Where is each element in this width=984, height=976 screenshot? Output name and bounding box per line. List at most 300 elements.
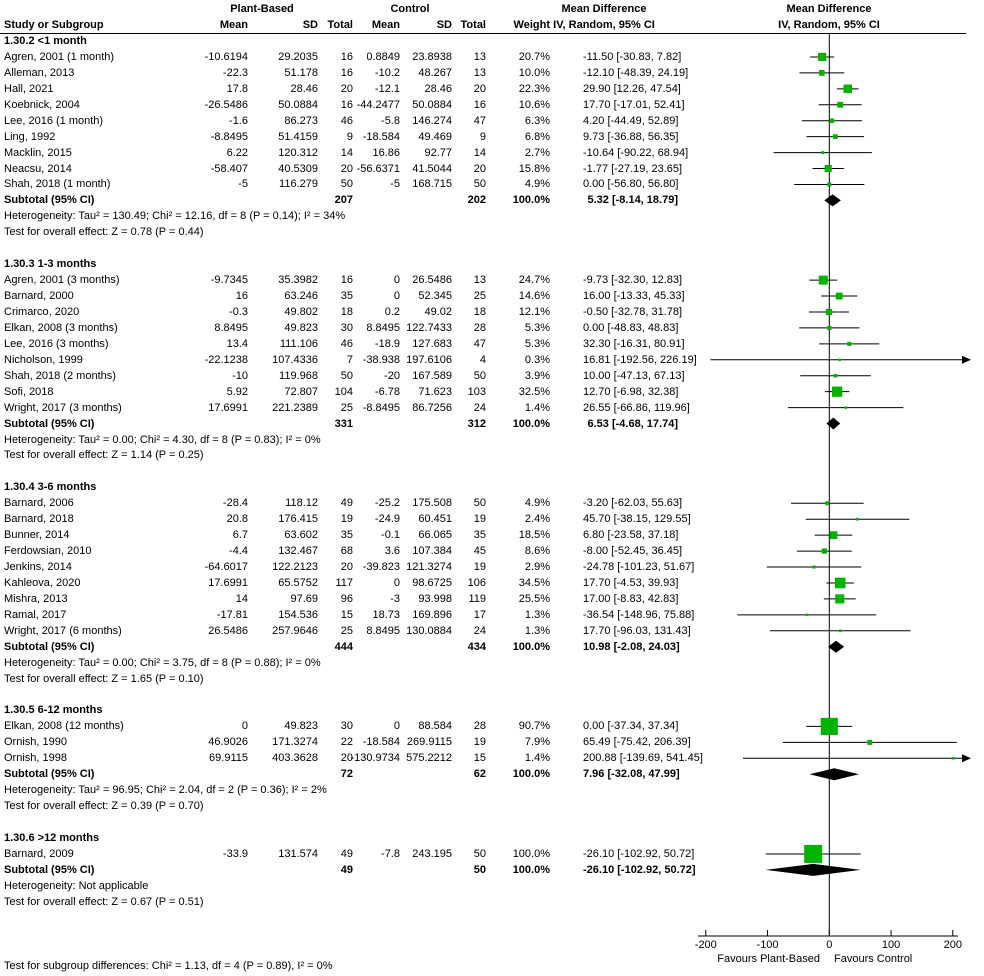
pb-mean-cell: 8.8495 (214, 321, 248, 334)
study-label: Elkan, 2008 (12 months) (4, 720, 124, 733)
ci-text-subtotal-cell: 6.53 [-4.68, 17.74] (587, 417, 678, 430)
ctrl-sd-cell: 66.065 (418, 529, 452, 542)
study-label: Elkan, 2008 (3 months) (4, 321, 118, 334)
ci-text-cell: 0.00 [-48.83, 48.83] (583, 321, 679, 334)
ctrl-total-cell: 14 (473, 146, 486, 159)
weight-cell: 5.3% (524, 337, 550, 350)
ci-text-cell: 45.70 [-38.15, 129.55] (583, 513, 691, 526)
subgroup-differences-text: Test for subgroup differences: Chi² = 1.13, df = 4 (P = 0.89), I² = 0% (4, 960, 333, 972)
ctrl-mean-cell: -0.1 (381, 529, 400, 542)
ctrl-total-cell: 35 (473, 529, 486, 542)
ctrl-total-cell: 4 (479, 353, 486, 366)
pb-total-cell: 30 (340, 720, 353, 733)
pb-sd-cell: 171.3274 (272, 736, 318, 749)
pb-sd-cell: 28.46 (290, 82, 318, 95)
pb-mean-cell: -1.6 (229, 114, 248, 127)
ci-text-cell: 4.20 [-44.49, 52.89] (583, 114, 679, 127)
ctrl-total-cell: 50 (473, 847, 486, 860)
ctrl-sd-cell: 50.0884 (412, 98, 452, 111)
ci-text-subtotal-cell: 7.96 [-32.08, 47.99] (583, 768, 680, 781)
weight-cell: 4.9% (524, 178, 550, 191)
pb-total-cell: 96 (340, 592, 353, 605)
ctrl-sd-cell: 49.02 (424, 305, 452, 318)
column-header-pb-sd: SD (302, 19, 318, 31)
weight-cell: 0.3% (524, 353, 550, 366)
subgroup-title: 1.30.5 6-12 months (4, 704, 103, 717)
ctrl-sd-cell: 167.589 (412, 369, 452, 382)
ctrl-mean-cell: 0 (393, 576, 400, 589)
ctrl-mean-cell: -20 (384, 369, 400, 382)
pb-sd-cell: 63.246 (284, 290, 318, 303)
pb-total-cell: 50 (340, 178, 353, 191)
pb-total-cell: 14 (340, 146, 353, 159)
ci-text-cell: -26.10 [-102.92, 50.72] (583, 847, 695, 860)
study-label: Barnard, 2009 (4, 847, 74, 860)
study-label: Bunner, 2014 (4, 529, 70, 542)
ci-text-subtotal-cell: 10.98 [-2.08, 24.03] (583, 640, 680, 653)
pb-total-cell: 25 (340, 624, 353, 637)
pb-sd-cell: 154.536 (278, 608, 318, 621)
pb-total-cell: 50 (340, 369, 353, 382)
pb-total-subtotal-cell: 72 (340, 768, 353, 781)
pb-sd-cell: 63.602 (284, 529, 318, 542)
pb-mean-cell: 20.8 (226, 513, 248, 526)
ctrl-total-cell: 45 (473, 545, 486, 558)
pb-total-cell: 68 (340, 545, 353, 558)
ci-text-cell: -24.78 [-101.23, 51.67] (583, 561, 695, 574)
favours-left-label: Favours Plant-Based (717, 953, 820, 965)
study-label: Nicholson, 1999 (4, 353, 83, 366)
pb-sd-cell: 86.273 (284, 114, 318, 127)
ctrl-sd-cell: 146.274 (412, 114, 452, 127)
ci-text-cell: 26.55 [-66.86, 119.96] (583, 401, 690, 414)
study-label: Wright, 2017 (6 months) (4, 624, 122, 637)
pb-total-cell: 49 (340, 497, 353, 510)
pb-total-cell: 117 (335, 576, 353, 589)
study-label: Crimarco, 2020 (4, 305, 80, 318)
ci-text-cell: 17.70 [-4.53, 39.93] (583, 576, 679, 589)
pb-total-cell: 9 (346, 130, 353, 143)
group-header-plant-based: Plant-Based (230, 3, 294, 15)
ctrl-total-cell: 13 (473, 50, 486, 63)
pb-sd-cell: 51.4159 (278, 130, 318, 143)
ctrl-mean-cell: -10.2 (374, 66, 400, 79)
ci-text-cell: -3.20 [-62.03, 55.63] (583, 497, 683, 510)
ctrl-mean-cell: -18.584 (362, 130, 400, 143)
study-label: Hall, 2021 (4, 82, 54, 95)
weight-cell: 1.4% (524, 401, 550, 414)
axis-tick-label: 100 (881, 939, 901, 951)
pb-sd-cell: 221.2389 (272, 401, 318, 414)
pb-mean-cell: 69.9115 (209, 752, 248, 765)
pb-sd-cell: 107.4336 (272, 353, 318, 366)
pb-mean-cell: 5.92 (226, 385, 248, 398)
ci-text-cell: -0.50 [-32.78, 31.78] (583, 305, 683, 318)
ctrl-sd-cell: 88.584 (418, 720, 452, 733)
pb-mean-cell: 17.6991 (208, 401, 248, 414)
pb-sd-cell: 72.807 (284, 385, 318, 398)
ctrl-sd-cell: 130.0884 (406, 624, 452, 637)
pb-sd-cell: 111.106 (279, 337, 318, 350)
pb-sd-cell: 120.312 (278, 146, 318, 159)
weight-cell: 18.5% (518, 529, 550, 542)
subtotal-label: Subtotal (95% CI) (4, 640, 95, 653)
study-label: Barnard, 2006 (4, 497, 74, 510)
weight-cell: 25.5% (518, 592, 550, 605)
ci-text-cell: 17.70 [-96.03, 131.43] (583, 624, 691, 637)
pb-sd-cell: 65.5752 (278, 576, 318, 589)
pb-total-cell: 19 (340, 513, 353, 526)
pb-total-cell: 35 (340, 529, 353, 542)
subtotal-label: Subtotal (95% CI) (4, 863, 95, 876)
ci-text-cell: -8.00 [-52.45, 36.45] (583, 545, 683, 558)
pb-sd-cell: 122.2123 (272, 561, 318, 574)
ci-text-cell: 16.81 [-192.56, 226.19] (583, 353, 697, 366)
ctrl-total-cell: 20 (473, 82, 486, 95)
pb-sd-cell: 49.823 (284, 321, 318, 334)
ci-text-cell: 200.88 [-139.69, 541.45] (583, 752, 703, 765)
ctrl-total-subtotal-cell: 434 (467, 640, 486, 653)
pb-mean-cell: -17.81 (216, 608, 248, 621)
ci-text-cell: 0.00 [-56.80, 56.80] (583, 178, 679, 191)
ctrl-total-cell: 18 (473, 305, 486, 318)
pb-total-cell: 35 (340, 290, 353, 303)
pb-mean-cell: -33.9 (222, 847, 248, 860)
ctrl-sd-cell: 168.715 (412, 178, 452, 191)
weight-cell: 2.7% (524, 146, 550, 159)
ctrl-total-cell: 19 (473, 513, 486, 526)
study-label: Alleman, 2013 (4, 66, 75, 79)
column-header-ctrl-sd: SD (436, 19, 452, 31)
study-label: Wright, 2017 (3 months) (4, 401, 122, 414)
pb-mean-cell: -26.5486 (204, 98, 248, 111)
study-label: Neacsu, 2014 (4, 162, 72, 175)
heterogeneity-text: Heterogeneity: Tau² = 96.95; Chi² = 2.04, df = 2 (P = 0.36); I² = 2% (4, 784, 327, 797)
study-label: Jenkins, 2014 (4, 561, 72, 574)
heterogeneity-text: Heterogeneity: Tau² = 0.00; Chi² = 4.30, df = 8 (P = 0.83); I² = 0% (4, 433, 321, 446)
ctrl-total-cell: 47 (473, 114, 486, 127)
ci-text-cell: 29.90 [12.26, 47.54] (583, 82, 681, 95)
pb-total-cell: 25 (340, 401, 353, 414)
weight-cell: 90.7% (518, 720, 550, 733)
ctrl-total-cell: 50 (473, 178, 486, 191)
pb-total-cell: 20 (340, 561, 353, 574)
ci-text-cell: 10.00 [-47.13, 67.13] (583, 369, 685, 382)
ctrl-mean-cell: -18.9 (374, 337, 400, 350)
ctrl-mean-cell: -24.9 (374, 513, 400, 526)
ctrl-sd-cell: 49.469 (418, 130, 452, 143)
pb-sd-cell: 118.12 (285, 497, 318, 510)
ctrl-sd-cell: 98.6725 (412, 576, 452, 589)
ctrl-sd-cell: 60.451 (418, 513, 452, 526)
ctrl-sd-cell: 197.6106 (406, 353, 452, 366)
ctrl-total-cell: 9 (479, 130, 486, 143)
ctrl-mean-cell: -56.6371 (356, 162, 400, 175)
pb-total-cell: 20 (340, 752, 353, 765)
subgroup-title: 1.30.2 <1 month (4, 35, 87, 47)
ci-text-cell: 0.00 [-37.34, 37.34] (583, 720, 679, 733)
ctrl-sd-cell: 71.623 (418, 385, 452, 398)
pb-mean-cell: -4.4 (229, 545, 248, 558)
pb-total-cell: 7 (346, 353, 353, 366)
pb-sd-cell: 35.3982 (278, 274, 318, 287)
pb-total-subtotal-cell: 207 (334, 194, 353, 207)
ci-text-cell: -10.64 [-90.22, 68.94] (583, 146, 689, 159)
column-header-weight: Weight (513, 19, 550, 31)
pb-mean-cell: -22.1238 (204, 353, 248, 366)
ctrl-sd-cell: 93.998 (418, 592, 452, 605)
ctrl-mean-cell: 8.8495 (366, 624, 400, 637)
pb-sd-cell: 257.9646 (272, 624, 318, 637)
heterogeneity-text: Heterogeneity: Tau² = 0.00; Chi² = 3.75, df = 8 (P = 0.88); I² = 0% (4, 656, 321, 669)
pb-sd-cell: 176.415 (278, 513, 318, 526)
ctrl-sd-cell: 243.195 (412, 847, 452, 860)
column-header-mean-difference-text: Mean Difference (561, 3, 647, 15)
ctrl-mean-cell: -5.8 (381, 114, 400, 127)
ctrl-mean-cell: -3 (390, 592, 400, 605)
ctrl-mean-cell: 0.8849 (366, 50, 400, 63)
ctrl-sd-cell: 127.683 (412, 337, 452, 350)
study-label: Kahleova, 2020 (4, 576, 81, 589)
pb-sd-cell: 29.2035 (278, 50, 318, 63)
pb-sd-cell: 51.178 (284, 66, 318, 79)
pb-mean-cell: -58.407 (210, 162, 248, 175)
pb-mean-cell: -8.8495 (210, 130, 248, 143)
pb-mean-cell: -22.3 (222, 66, 248, 79)
ctrl-sd-cell: 175.508 (412, 497, 452, 510)
pb-total-subtotal-cell: 331 (334, 417, 353, 430)
ctrl-total-cell: 13 (473, 66, 486, 79)
weight-cell: 1.3% (524, 624, 550, 637)
weight-cell: 10.0% (518, 66, 550, 79)
ctrl-total-cell: 47 (473, 337, 486, 350)
column-header-ctrl-total: Total (460, 19, 486, 31)
ctrl-sd-cell: 122.7433 (406, 321, 452, 334)
ctrl-total-cell: 20 (473, 162, 486, 175)
ctrl-total-cell: 19 (473, 561, 486, 574)
ctrl-mean-cell: 16.86 (372, 146, 400, 159)
column-header-pb-mean: Mean (219, 19, 248, 31)
ctrl-mean-cell: -7.8 (381, 847, 400, 860)
ctrl-total-cell: 17 (473, 608, 486, 621)
weight-cell: 2.9% (524, 561, 550, 574)
ctrl-total-subtotal-cell: 202 (467, 194, 486, 207)
weight-subtotal-cell: 100.0% (512, 768, 550, 781)
study-label: Sofi, 2018 (4, 385, 54, 398)
study-label: Shah, 2018 (2 months) (4, 369, 116, 382)
pb-total-cell: 20 (340, 82, 353, 95)
pb-total-subtotal-cell: 444 (334, 640, 353, 653)
subtotal-label: Subtotal (95% CI) (4, 768, 95, 781)
ctrl-mean-cell: 0 (393, 274, 400, 287)
pb-mean-cell: 46.9026 (208, 736, 248, 749)
ctrl-total-cell: 28 (473, 321, 486, 334)
ci-text-cell: 17.70 [-17.01, 52.41] (583, 98, 685, 111)
ctrl-mean-cell: -39.823 (362, 561, 400, 574)
pb-total-cell: 16 (340, 274, 353, 287)
ci-text-cell: 32.30 [-16.31, 80.91] (583, 337, 685, 350)
ctrl-mean-cell: -25.2 (374, 497, 400, 510)
axis-tick-label: -100 (756, 939, 779, 951)
ctrl-total-cell: 50 (473, 497, 486, 510)
study-label: Koebnick, 2004 (4, 98, 80, 111)
weight-cell: 32.5% (518, 385, 550, 398)
ctrl-total-cell: 106 (467, 576, 486, 589)
pb-mean-cell: 6.22 (226, 146, 248, 159)
study-label: Ling, 1992 (4, 130, 56, 143)
study-label: Mishra, 2013 (4, 592, 68, 605)
weight-cell: 14.6% (518, 290, 550, 303)
pb-total-cell: 46 (340, 114, 353, 127)
pb-mean-cell: 17.8 (226, 82, 248, 95)
heterogeneity-text: Heterogeneity: Not applicable (4, 879, 149, 892)
pb-total-cell: 30 (340, 321, 353, 334)
weight-subtotal-cell: 100.0% (512, 417, 550, 430)
weight-cell: 1.3% (524, 608, 550, 621)
ctrl-total-cell: 28 (473, 720, 486, 733)
study-label: Shah, 2018 (1 month) (4, 178, 111, 191)
pb-mean-cell: 16 (235, 290, 248, 303)
ctrl-mean-cell: -38.938 (362, 353, 400, 366)
column-header-study: Study or Subgroup (4, 19, 104, 31)
ctrl-mean-cell: -8.8495 (362, 401, 400, 414)
ci-text-cell: 9.73 [-36.88, 56.35] (583, 130, 679, 143)
overall-effect-text: Test for overall effect: Z = 0.78 (P = 0.44) (4, 226, 204, 239)
ctrl-total-cell: 50 (473, 369, 486, 382)
weight-subtotal-cell: 100.0% (512, 640, 550, 653)
study-label: Ornish, 1990 (4, 736, 67, 749)
subtotal-label: Subtotal (95% CI) (4, 194, 95, 207)
ci-text-subtotal-cell: 5.32 [-8.14, 18.79] (587, 194, 678, 207)
weight-cell: 24.7% (518, 274, 550, 287)
ctrl-sd-cell: 107.384 (412, 545, 452, 558)
overall-effect-text: Test for overall effect: Z = 1.65 (P = 0.10) (4, 672, 204, 685)
weight-cell: 10.6% (518, 98, 550, 111)
ctrl-sd-cell: 269.9115 (406, 736, 452, 749)
ctrl-sd-cell: 48.267 (418, 66, 452, 79)
overall-effect-text: Test for overall effect: Z = 0.39 (P = 0.70) (4, 800, 204, 813)
pb-mean-cell: 26.5486 (208, 624, 248, 637)
weight-cell: 6.8% (524, 130, 550, 143)
ctrl-total-cell: 15 (473, 752, 486, 765)
subgroup-title: 1.30.3 1-3 months (4, 258, 97, 271)
pb-mean-cell: 17.6991 (208, 576, 248, 589)
weight-cell: 4.9% (524, 497, 550, 510)
pb-total-cell: 16 (340, 66, 353, 79)
weight-cell: 20.7% (518, 50, 550, 63)
study-label: Barnard, 2000 (4, 290, 74, 303)
pb-total-subtotal-cell: 49 (340, 863, 353, 876)
ctrl-mean-cell: 0 (393, 290, 400, 303)
ctrl-sd-cell: 23.8938 (412, 50, 452, 63)
ci-text-cell: -1.77 [-27.19, 23.65] (583, 162, 683, 175)
pb-sd-cell: 116.279 (279, 178, 318, 191)
ci-text-cell: 12.70 [-6.98, 32.38] (583, 385, 679, 398)
pb-total-cell: 104 (334, 385, 353, 398)
pb-mean-cell: -9.7345 (210, 274, 248, 287)
ctrl-mean-cell: 3.6 (384, 545, 400, 558)
column-header-pb-total: Total (327, 19, 353, 31)
pb-sd-cell: 131.574 (278, 847, 318, 860)
ctrl-mean-cell: -18.584 (362, 736, 400, 749)
ctrl-mean-cell: 0.2 (384, 305, 400, 318)
pb-sd-cell: 49.802 (284, 305, 318, 318)
ctrl-sd-cell: 86.7256 (412, 401, 452, 414)
weight-cell: 22.3% (518, 82, 550, 95)
ctrl-mean-cell: -12.1 (374, 82, 400, 95)
study-label: Macklin, 2015 (4, 146, 72, 159)
study-label: Agren, 2001 (3 months) (4, 274, 120, 287)
pb-sd-cell: 40.5309 (278, 162, 318, 175)
pb-mean-cell: 6.7 (232, 529, 248, 542)
pb-total-cell: 46 (340, 337, 353, 350)
ci-text-cell: -12.10 [-48.39, 24.19] (583, 66, 689, 79)
ctrl-total-subtotal-cell: 312 (467, 417, 486, 430)
weight-cell: 1.4% (524, 752, 550, 765)
ci-text-cell: 65.49 [-75.42, 206.39] (583, 736, 691, 749)
ctrl-total-subtotal-cell: 62 (473, 768, 486, 781)
study-label: Ramal, 2017 (4, 608, 67, 621)
pb-mean-cell: 13.4 (226, 337, 248, 350)
ctrl-mean-cell: -130.9734 (350, 752, 400, 765)
column-header-ctrl-mean: Mean (371, 19, 400, 31)
pb-mean-cell: -5 (238, 178, 248, 191)
ctrl-sd-cell: 52.345 (418, 290, 452, 303)
weight-cell: 6.3% (524, 114, 550, 127)
ctrl-sd-cell: 121.3274 (406, 561, 452, 574)
weight-subtotal-cell: 100.0% (512, 194, 550, 207)
pb-sd-cell: 50.0884 (278, 98, 318, 111)
pb-total-cell: 16 (340, 50, 353, 63)
ci-text-cell: -9.73 [-32.30, 12.83] (583, 274, 683, 287)
pb-sd-cell: 97.69 (290, 592, 318, 605)
weight-cell: 34.5% (518, 576, 550, 589)
weight-subtotal-cell: 100.0% (512, 863, 550, 876)
axis-tick-label: 0 (826, 939, 833, 951)
axis-tick-label: 200 (943, 939, 962, 951)
ctrl-total-subtotal-cell: 50 (473, 863, 486, 876)
ctrl-mean-cell: -5 (390, 178, 400, 191)
pb-sd-cell: 49.823 (284, 720, 318, 733)
ci-text-cell: 6.80 [-23.58, 37.18] (583, 529, 679, 542)
study-label: Agren, 2001 (1 month) (4, 50, 115, 63)
pb-mean-cell: -64.6017 (204, 561, 248, 574)
pb-mean-cell: -28.4 (222, 497, 248, 510)
ctrl-total-cell: 24 (473, 401, 486, 414)
ctrl-mean-cell: -6.78 (374, 385, 400, 398)
ctrl-total-cell: 103 (467, 385, 486, 398)
ctrl-total-cell: 16 (473, 98, 486, 111)
ctrl-sd-cell: 169.896 (412, 608, 452, 621)
ctrl-mean-cell: 0 (393, 720, 400, 733)
pb-total-cell: 22 (340, 736, 353, 749)
ci-text-cell: -11.50 [-30.83, 7.82] (583, 50, 682, 63)
weight-cell: 7.9% (524, 736, 550, 749)
ctrl-mean-cell: 18.73 (372, 608, 400, 621)
pb-sd-cell: 119.968 (279, 369, 318, 382)
ctrl-sd-cell: 41.5044 (412, 162, 452, 175)
pb-sd-cell: 132.467 (278, 545, 318, 558)
subgroup-title: 1.30.4 3-6 months (4, 481, 97, 494)
ctrl-sd-cell: 28.46 (424, 82, 452, 95)
weight-cell: 2.4% (524, 513, 550, 526)
pb-mean-cell: 0 (241, 720, 248, 733)
weight-cell: 100.0% (512, 847, 550, 860)
pb-total-cell: 15 (340, 608, 353, 621)
ctrl-total-cell: 119 (468, 592, 486, 605)
ctrl-sd-cell: 575.2212 (406, 752, 452, 765)
ctrl-mean-cell: 8.8495 (366, 321, 400, 334)
